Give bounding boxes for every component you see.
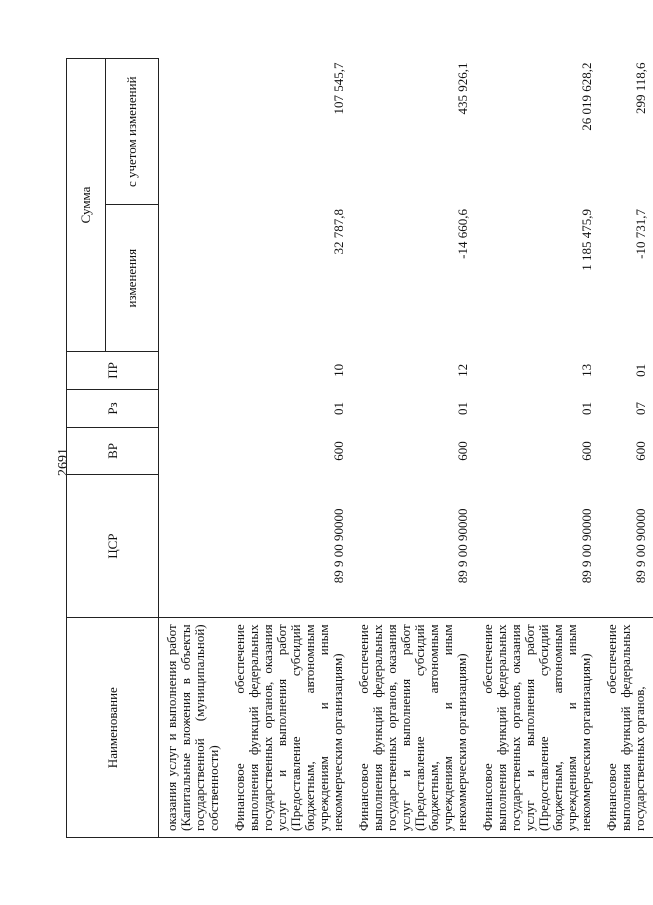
row-rz: 07	[633, 401, 648, 415]
row-vr: 600	[331, 441, 346, 461]
row-rz: 01	[331, 401, 346, 415]
row-change: 1 185 475,9	[579, 208, 594, 271]
header-sum: Сумма	[67, 59, 106, 352]
row-rz	[159, 389, 228, 427]
header-rz: Рз	[67, 389, 159, 427]
row-pr: 12	[455, 363, 470, 377]
header-pr: ПР	[67, 351, 159, 389]
row-vr: 600	[633, 441, 648, 461]
table-row	[227, 59, 351, 838]
row-with-change: 435 926,1	[455, 62, 470, 115]
row-rz: 01	[579, 401, 594, 415]
row-pr: 13	[579, 363, 594, 377]
row-with-change: 299 118,6	[633, 62, 648, 115]
row-vr: 600	[455, 441, 470, 461]
row-rz: 01	[455, 401, 470, 415]
row-name: оказания услуг и выполнения работ (Капитальные вложения в объекты государственной (муниципальной) собственности)	[159, 618, 228, 838]
row-csr: 89 9 00 90000	[455, 508, 470, 584]
row-change: 32 787,8	[331, 208, 346, 255]
row-with-change	[159, 59, 228, 205]
row-csr	[159, 474, 228, 618]
table-row	[351, 59, 475, 838]
row-change: -14 660,6	[455, 208, 470, 259]
budget-table	[66, 58, 653, 838]
header-name: Наименование	[67, 618, 159, 838]
table-row	[475, 59, 599, 838]
header-with-change: с учетом изменений	[106, 59, 159, 205]
row-name: Финансовое обеспечение выполнения функций федеральных государственных органов, оказания услуг и выполнения работ (Предоставление субсидий бюджетным, автономным учреждениям и иным некоммерческим организациям)	[475, 618, 599, 838]
row-with-change: 26 019 628,2	[579, 62, 594, 131]
table-row	[599, 59, 653, 838]
row-with-change: 107 545,7	[331, 62, 346, 115]
row-name: Финансовое обеспечение выполнения функций федеральных государственных органов,	[599, 618, 653, 838]
row-vr: 600	[579, 441, 594, 461]
row-name: Финансовое обеспечение выполнения функций федеральных государственных органов, оказания услуг и выполнения работ (Предоставление субсидий бюджетным, автономным учреждениям и иным некоммерческим организациям)	[227, 618, 351, 838]
header-change: изменения	[106, 205, 159, 351]
header-vr: ВР	[67, 428, 159, 475]
table-header-row-1	[67, 59, 106, 838]
budget-table-sheet	[66, 58, 648, 838]
row-name: Финансовое обеспечение выполнения функций федеральных государственных органов, оказания услуг и выполнения работ (Предоставление субсидий бюджетным, автономным учреждениям и иным некоммерческим организациям)	[351, 618, 475, 838]
header-csr: ЦСР	[67, 474, 159, 618]
row-csr: 89 9 00 90000	[633, 508, 648, 584]
row-change	[159, 205, 228, 351]
page-number: 2691	[56, 448, 71, 476]
row-csr: 89 9 00 90000	[331, 508, 346, 584]
row-csr: 89 9 00 90000	[579, 508, 594, 584]
row-pr: 01	[633, 363, 648, 377]
row-pr	[159, 351, 228, 389]
row-change: -10 731,7	[633, 208, 648, 259]
row-pr: 10	[331, 363, 346, 377]
table-row	[159, 59, 228, 838]
row-vr	[159, 428, 228, 475]
